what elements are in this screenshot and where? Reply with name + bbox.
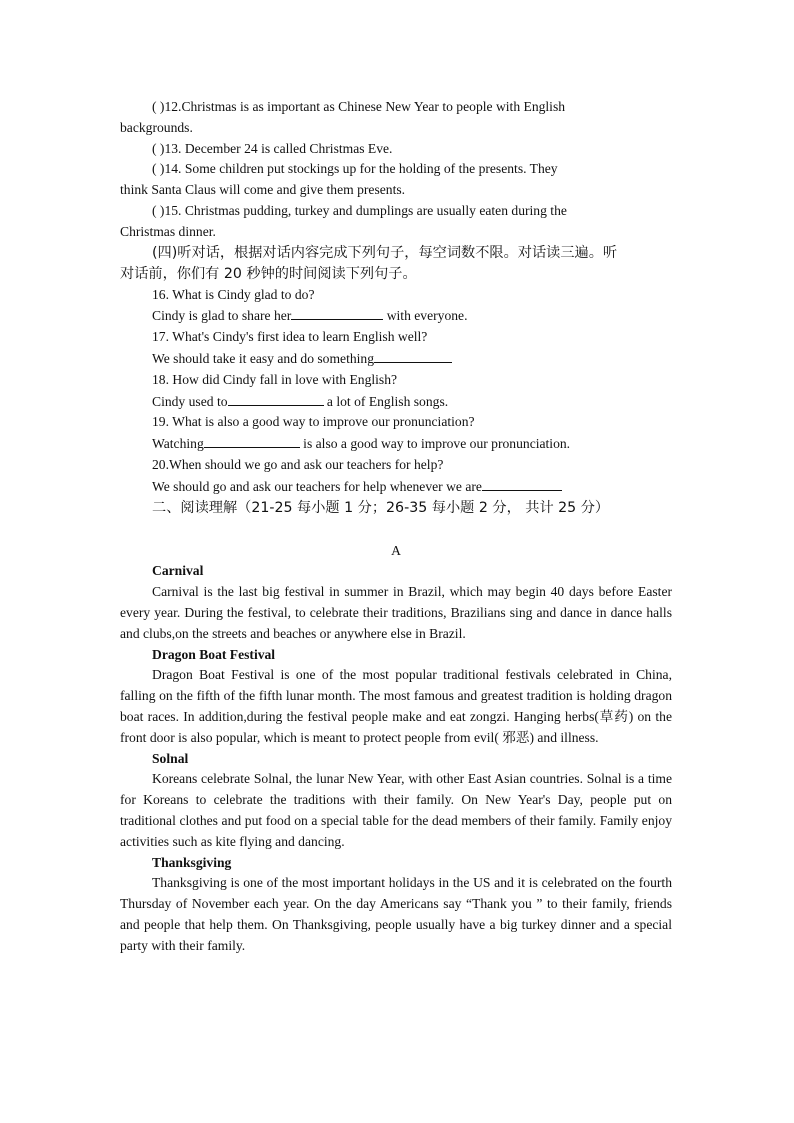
dialog-answer-18 [120, 391, 672, 413]
section-4-instruction-line-2: 对话前，你们有 20 秒钟的时间阅读下列句子。 [120, 265, 417, 282]
question-14 [120, 159, 672, 201]
solnal-paragraph: Koreans celebrate Solnal, the lunar New Year, with other East Asian countries. Solnal is a time for Koreans to celebrate the traditions with their family. On New Year's Day, people put on traditional clothes and put food on a special table for the dead members of their family. Family enjoy activities such as kite flying and dancing. [120, 771, 672, 849]
answer-19-blank[interactable] [204, 433, 300, 448]
question-15-text: ( )15. Christmas pudding, turkey and dumplings are usually eaten during the [152, 202, 567, 218]
dragon-boat-title: Dragon Boat Festival [152, 646, 276, 662]
section-4-instruction-line-1: (四)听对话，根据对话内容完成下列句子，每空词数不限。对话读三遍。听 [152, 244, 618, 261]
solnal-title: Solnal [152, 750, 189, 766]
answer-18-blank[interactable] [228, 391, 324, 406]
dialog-answer-19 [120, 433, 672, 455]
answer-20-prefix: We should go and ask our teachers for help whenever we are [152, 478, 482, 494]
answer-17-blank[interactable] [374, 348, 452, 363]
section-4-instruction [120, 243, 672, 285]
answer-18-suffix: a lot of English songs. [323, 393, 449, 409]
question-12-continuation: backgrounds. [120, 119, 193, 135]
carnival-paragraph: Carnival is the last big festival in summer in Brazil, which may begin 40 days before Easter every year. During the festival, to celebrate their traditions, Brazilians sing and dance in dance halls and clubs,on the streets and beaches or anywhere else in Brazil. [120, 584, 672, 641]
dialog-question-16: 16. What is Cindy glad to do? [152, 286, 315, 302]
question-14-continuation: think Santa Claus will come and give them presents. [120, 182, 406, 198]
carnival-title: Carnival [152, 563, 204, 579]
thanksgiving-title: Thanksgiving [152, 854, 232, 870]
answer-16-prefix: Cindy is glad to share her [152, 308, 292, 324]
dialog-answer-16 [120, 305, 672, 327]
dialog-question-20: 20.When should we go and ask our teachers for help? [152, 456, 444, 472]
dialog-answer-17 [120, 348, 672, 370]
answer-16-suffix: with everyone. [383, 308, 468, 324]
dialog-question-18: 18. How did Cindy fall in love with English? [152, 371, 398, 387]
answer-18-prefix: Cindy used to [152, 393, 228, 409]
question-13: ( )13. December 24 is called Christmas Eve. [152, 140, 393, 156]
question-14-text: ( )14. Some children put stockings up for the holding of the presents. They [152, 161, 558, 177]
question-12 [120, 97, 672, 139]
dialog-question-19: 19. What is also a good way to improve our pronunciation? [152, 414, 475, 430]
question-15-continuation: Christmas dinner. [120, 223, 216, 239]
answer-16-blank[interactable] [291, 305, 383, 320]
answer-19-suffix: is also a good way to improve our pronunciation. [299, 436, 571, 452]
passage-label: A [391, 542, 401, 558]
question-15 [120, 201, 672, 243]
answer-17-prefix: We should take it easy and do something [152, 350, 375, 366]
dialog-question-17: 17. What's Cindy's first idea to learn English well? [152, 329, 428, 345]
spacer [120, 519, 672, 541]
part-2-heading: 二、阅读理解（21-25 每小题 1 分；26-35 每小题 2 分， 共计 25 分） [152, 499, 610, 516]
question-12-text: ( )12.Christmas is as important as Chinese New Year to people with English [152, 99, 566, 114]
thanksgiving-paragraph: Thanksgiving is one of the most important holidays in the US and it is celebrated on the fourth Thursday of November each year. On the day Americans say “Thank you ” to their family, friends and people that help them. On Thanksgiving, people usually have a big turkey dinner and a special party with their family. [120, 875, 672, 953]
dragon-boat-paragraph: Dragon Boat Festival is one of the most popular traditional festivals celebrated in China, falling on the fifth of the fifth lunar month. The most famous and greatest tradition is holding dragon boat races. In addition,during the festival people make and eat zongzi. Hanging herbs(草药) on the front door is also popular, which is meant to protect people from evil( 邪恶) and illness. [120, 667, 672, 745]
dialog-answer-20 [120, 476, 672, 498]
document-content [120, 97, 672, 956]
answer-19-prefix: Watching [152, 436, 204, 452]
answer-20-blank[interactable] [482, 476, 562, 491]
